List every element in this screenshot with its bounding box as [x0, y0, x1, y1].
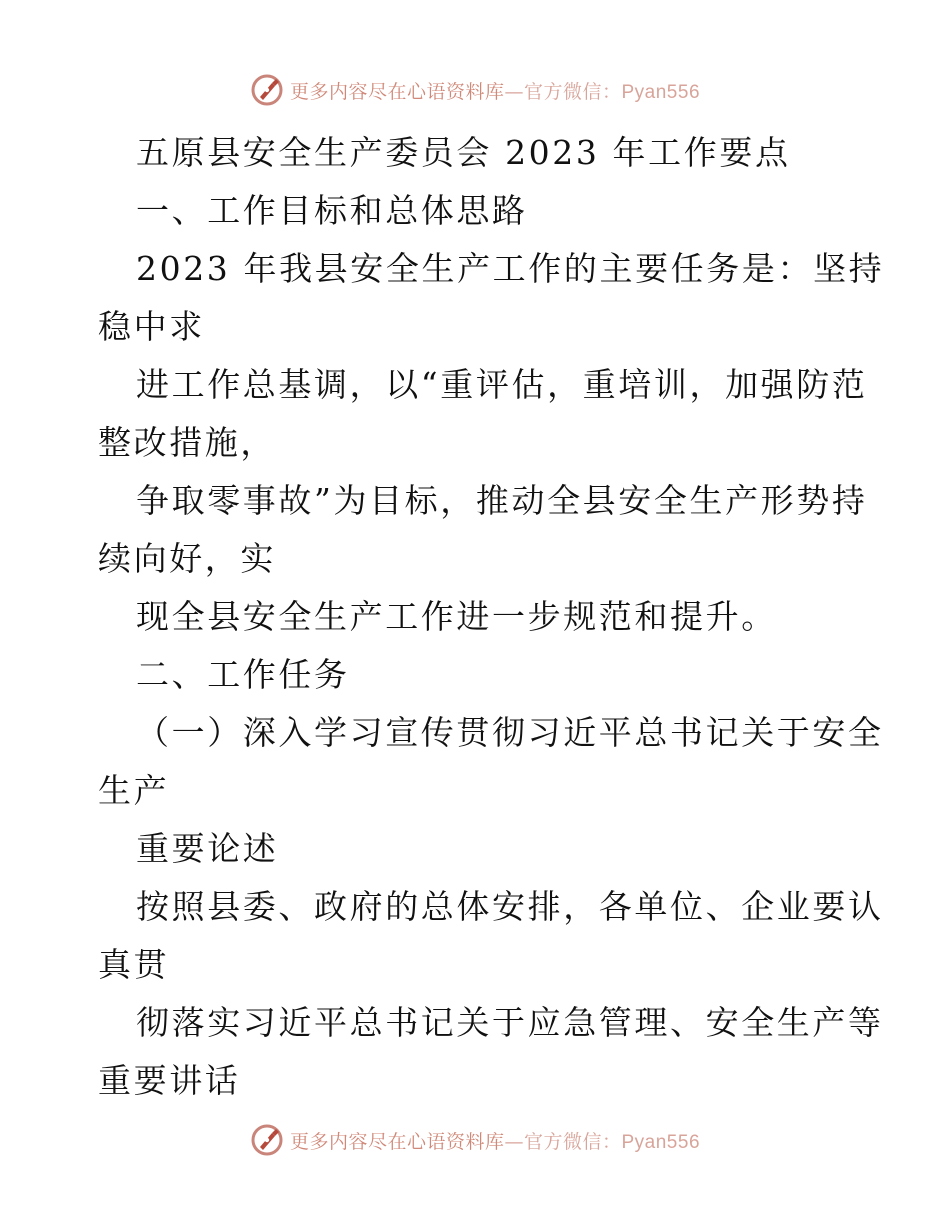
- section-heading: 二、工作任务: [136, 655, 350, 694]
- subsection-heading-continued: 生产: [98, 771, 170, 810]
- pen-nib-circle-icon: [250, 73, 284, 107]
- header-watermark: [0, 70, 950, 110]
- watermark-text: 更多内容尽在心语资料库—官方微信：Pyan556: [289, 1130, 701, 1153]
- document-title: 五原县安全生产委员会 2023 年工作要点: [136, 133, 791, 172]
- paragraph-line: 彻落实习近平总书记关于应急管理、安全生产等: [136, 1003, 884, 1042]
- subsection-heading: （一）深入学习宣传贯彻习近平总书记关于安全: [136, 713, 884, 752]
- paragraph-line: 真贯: [98, 945, 170, 984]
- section-heading: 一、工作目标和总体思路: [136, 191, 528, 230]
- paragraph-line: 续向好，实: [98, 539, 276, 578]
- pen-nib-circle-icon: [250, 1123, 284, 1157]
- paragraph-line: 现全县安全生产工作进一步规范和提升。: [136, 597, 777, 636]
- paragraph-line: 重要讲话: [98, 1061, 241, 1100]
- subsection-heading-continued: 重要论述: [136, 829, 279, 868]
- paragraph-line: 2023 年我县安全生产工作的主要任务是：坚持: [136, 249, 885, 288]
- paragraph-line: 整改措施，: [98, 423, 276, 462]
- document-body: [98, 124, 885, 1110]
- paragraph-line: 争取零事故”为目标，推动全县安全生产形势持: [136, 481, 868, 520]
- footer-watermark: [0, 1120, 950, 1160]
- paragraph-line: 按照县委、政府的总体安排，各单位、企业要认: [136, 887, 884, 926]
- watermark-text: 更多内容尽在心语资料库—官方微信：Pyan556: [289, 80, 701, 103]
- paragraph-line: 稳中求: [98, 307, 205, 346]
- paragraph-line: 进工作总基调，以“重评估，重培训，加强防范: [136, 365, 868, 404]
